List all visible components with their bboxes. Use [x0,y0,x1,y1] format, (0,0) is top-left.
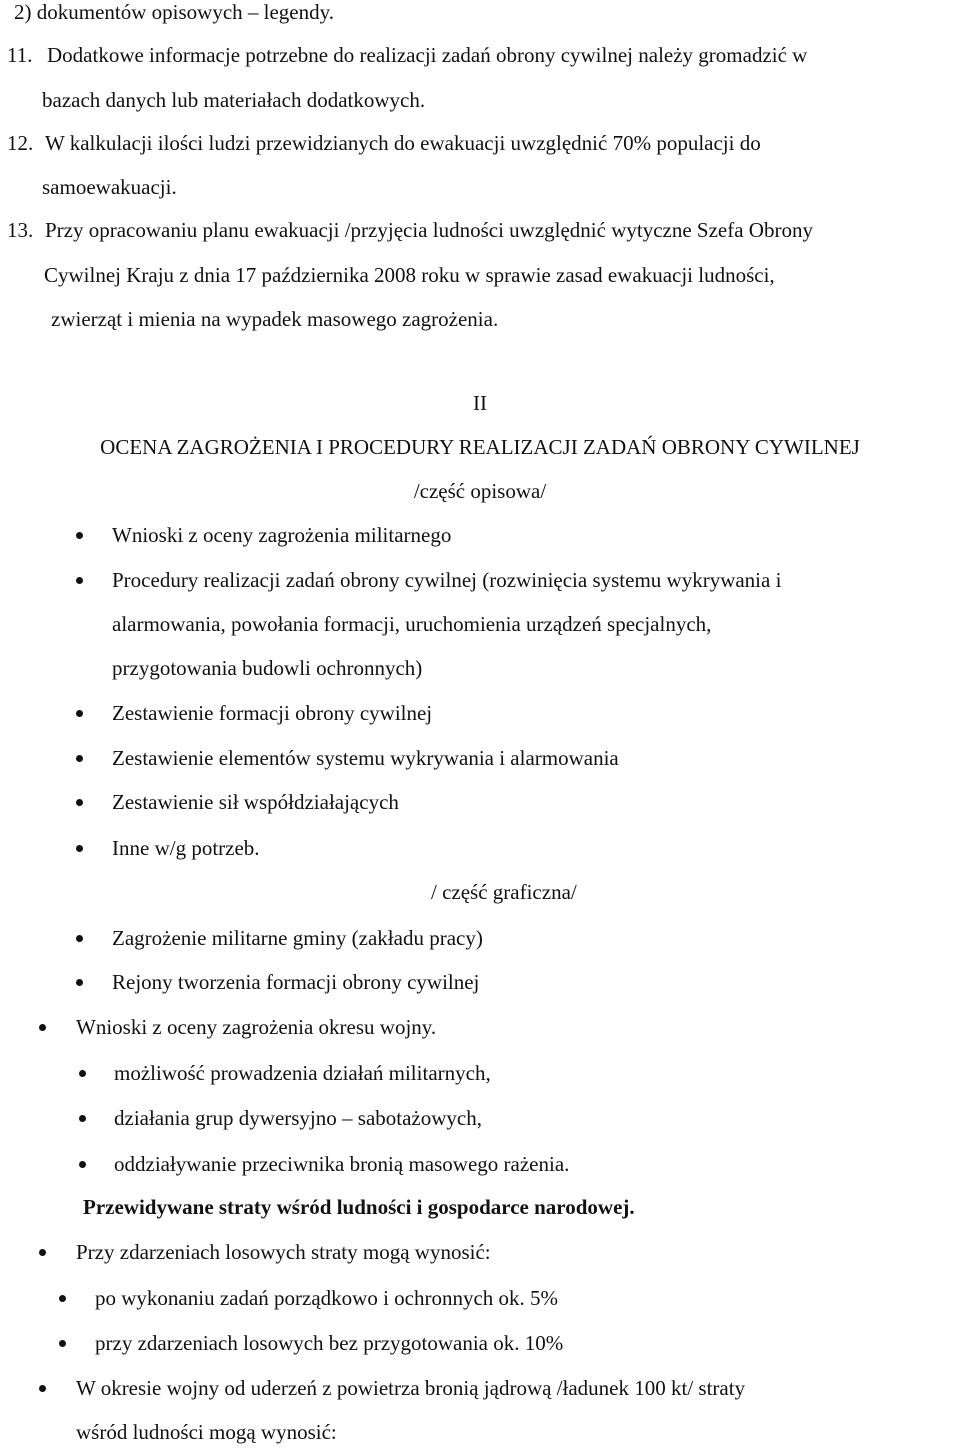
war-item-1: możliwość prowadzenia działań militarnych, [114,1061,491,1085]
item-11-number: 11. [7,43,33,67]
bullet-icon [39,1249,46,1256]
war-conclusions-heading: Wnioski z oceny zagrożenia okresu wojny. [76,1015,437,1039]
losses-item-2-line-1: W okresie wojny od uderzeń z powietrza bronią jądrową /ładunek 100 kt/ straty [76,1376,746,1400]
descriptive-item-2-line-1: Procedury realizacji zadań obrony cywilnej (rozwinięcia systemu wykrywania i [112,568,782,592]
losses-item-1: Przy zdarzeniach losowych straty mogą wynosić: [76,1240,491,1264]
losses-item-1a: po wykonaniu zadań porządkowo i ochronnych ok. 5% [95,1286,559,1310]
descriptive-item-2-line-2: alarmowania, powołania formacji, uruchomienia urządzeń specjalnych, [112,612,712,636]
graphic-item-2: Rejony tworzenia formacji obrony cywilnej [112,970,480,994]
bullet-icon [59,1340,66,1347]
bullet-icon [76,577,83,584]
item-13-number: 13. [7,218,34,242]
item-13-line-2: Cywilnej Kraju z dnia 17 października 2008 roku w sprawie zasad ewakuacji ludności, [44,263,775,287]
descriptive-item-1: Wnioski z oceny zagrożenia militarnego [112,523,452,547]
item-11-line-2: bazach danych lub materiałach dodatkowych. [42,88,426,112]
bullet-icon [79,1115,86,1122]
losses-item-2-line-2: wśród ludności mogą wynosić: [76,1420,337,1444]
bullet-icon [59,1295,66,1302]
bullet-icon [76,755,83,762]
bullet-icon [76,799,83,806]
descriptive-item-5: Zestawienie sił współdziałających [112,790,399,814]
bullet-icon [79,1161,86,1168]
item-12-number: 12. [7,131,34,155]
bullet-icon [76,979,83,986]
losses-item-1b: przy zdarzeniach losowych bez przygotowania ok. 10% [95,1331,564,1355]
bullet-icon [76,845,83,852]
section-subtitle-graphic: / część graficzna/ [431,880,577,904]
legend-documents-line: 2) dokumentów opisowych – legendy. [14,0,335,24]
graphic-item-1: Zagrożenie militarne gminy (zakładu pracy) [112,926,483,950]
bullet-icon [76,935,83,942]
losses-heading: Przewidywane straty wśród ludności i gospodarce narodowej. [83,1195,635,1219]
descriptive-item-6: Inne w/g potrzeb. [112,836,260,860]
bullet-icon [76,532,83,539]
descriptive-item-4: Zestawienie elementów systemu wykrywania i alarmowania [112,746,619,770]
bullet-icon [76,710,83,717]
descriptive-item-2-line-3: przygotowania budowli ochronnych) [112,656,423,680]
item-13-line-3: zwierząt i mienia na wypadek masowego zagrożenia. [51,307,499,331]
descriptive-item-3: Zestawienie formacji obrony cywilnej [112,701,433,725]
item-12-line-1: W kalkulacji ilości ludzi przewidzianych do ewakuacji uwzględnić 70% populacji do [45,131,761,155]
item-11-line-1: Dodatkowe informacje potrzebne do realizacji zadań obrony cywilnej należy gromadzić w [47,43,808,67]
item-13-line-1: Przy opracowaniu planu ewakuacji /przyjęcia ludności uwzględnić wytyczne Szefa Obrony [45,218,813,242]
bullet-icon [79,1070,86,1077]
war-item-3: oddziaływanie przeciwnika bronią masowego rażenia. [114,1152,570,1176]
section-title: OCENA ZAGROŻENIA I PROCEDURY REALIZACJI ZADAŃ OBRONY CYWILNEJ [100,435,860,459]
bullet-icon [39,1385,46,1392]
war-item-2: działania grup dywersyjno – sabotażowych, [114,1106,482,1130]
bullet-icon [39,1024,46,1031]
section-subtitle-descriptive: /część opisowa/ [413,479,547,503]
item-12-line-2: samoewakuacji. [42,175,177,199]
section-numeral: II [473,391,487,415]
